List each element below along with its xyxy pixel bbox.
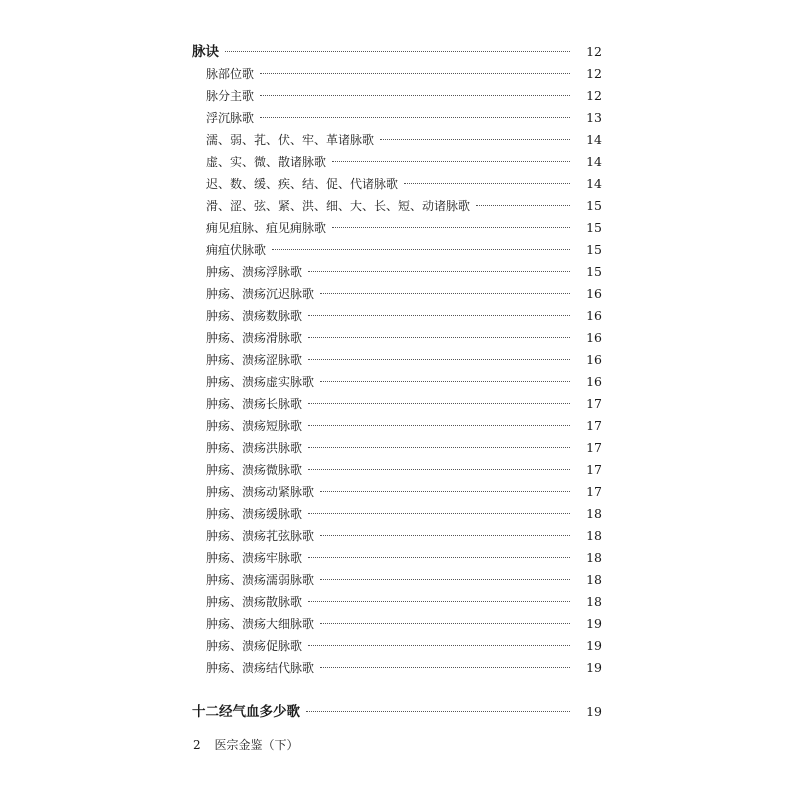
toc-entry-row[interactable] — [206, 657, 602, 679]
entry-title: 脉部位歌 — [206, 67, 255, 81]
dot-leader — [308, 337, 570, 338]
toc-section-row[interactable] — [192, 41, 602, 63]
entry-page-number: 15 — [586, 198, 602, 213]
section-page-number: 19 — [586, 704, 602, 719]
entry-page-number: 12 — [586, 88, 602, 103]
dot-leader — [476, 205, 570, 206]
toc-entry-row[interactable] — [206, 459, 602, 481]
entry-title: 肿疡、溃疡涩脉歌 — [206, 353, 303, 367]
entry-page-number: 12 — [586, 66, 602, 81]
toc-entry-row[interactable] — [206, 547, 602, 569]
entry-title: 肿疡、溃疡数脉歌 — [206, 309, 303, 323]
dot-leader — [272, 249, 570, 250]
toc-section-row[interactable] — [192, 701, 602, 723]
toc-entry-row[interactable] — [206, 393, 602, 415]
entry-page-number: 19 — [586, 616, 602, 631]
entry-page-number: 13 — [586, 110, 602, 125]
toc-entry-row[interactable] — [206, 63, 602, 85]
toc-entry-row[interactable] — [206, 569, 602, 591]
dot-leader — [320, 623, 570, 624]
dot-leader — [320, 667, 570, 668]
toc-entry-row[interactable] — [206, 195, 602, 217]
entry-page-number: 16 — [586, 352, 602, 367]
dot-leader — [260, 73, 570, 74]
entry-title: 肿疡、溃疡牢脉歌 — [206, 551, 303, 565]
entry-page-number: 18 — [586, 572, 602, 587]
entry-title: 肿疡、溃疡动紧脉歌 — [206, 485, 315, 499]
dot-leader — [308, 469, 570, 470]
toc-entry-row[interactable] — [206, 239, 602, 261]
toc-entry-row[interactable] — [206, 635, 602, 657]
dot-leader — [320, 381, 570, 382]
toc-entry-row[interactable] — [206, 173, 602, 195]
toc-entry-row[interactable] — [206, 481, 602, 503]
entry-page-number: 17 — [586, 396, 602, 411]
dot-leader — [308, 557, 570, 558]
page-footer — [193, 736, 298, 753]
dot-leader — [320, 535, 570, 536]
entry-page-number: 16 — [586, 330, 602, 345]
entry-page-number: 14 — [586, 176, 602, 191]
toc-entry-row[interactable] — [206, 415, 602, 437]
dot-leader — [320, 293, 570, 294]
toc-entry-row[interactable] — [206, 525, 602, 547]
section-page-number: 12 — [586, 44, 602, 59]
section-title: 脉诀 — [192, 44, 219, 60]
entry-title: 肿疡、溃疡长脉歌 — [206, 397, 303, 411]
entry-title: 痈见疽脉、疽见痈脉歌 — [206, 221, 327, 235]
entry-title: 浮沉脉歌 — [206, 111, 255, 125]
entry-title: 肿疡、溃疡虚实脉歌 — [206, 375, 315, 389]
dot-leader — [260, 95, 570, 96]
entry-title: 滑、涩、弦、紧、洪、细、大、长、短、动诸脉歌 — [206, 199, 471, 213]
toc-entry-row[interactable] — [206, 503, 602, 525]
entry-title: 肿疡、溃疡大细脉歌 — [206, 617, 315, 631]
entry-page-number: 18 — [586, 506, 602, 521]
entry-page-number: 16 — [586, 308, 602, 323]
dot-leader — [332, 227, 570, 228]
toc-entry-row[interactable] — [206, 217, 602, 239]
entry-page-number: 17 — [586, 484, 602, 499]
entry-title: 肿疡、溃疡短脉歌 — [206, 419, 303, 433]
dot-leader — [260, 117, 570, 118]
entry-title: 肿疡、溃疡芤弦脉歌 — [206, 529, 315, 543]
entry-title: 濡、弱、芤、伏、牢、革诸脉歌 — [206, 133, 375, 147]
entry-page-number: 18 — [586, 594, 602, 609]
toc-entry-row[interactable] — [206, 107, 602, 129]
footer-page-number: 2 — [193, 738, 201, 752]
dot-leader — [332, 161, 570, 162]
entry-title: 肿疡、溃疡浮脉歌 — [206, 265, 303, 279]
entry-page-number: 15 — [586, 220, 602, 235]
toc-entry-row[interactable] — [206, 613, 602, 635]
dot-leader — [308, 447, 570, 448]
entry-page-number: 16 — [586, 374, 602, 389]
entry-title: 肿疡、溃疡促脉歌 — [206, 639, 303, 653]
toc-entry-row[interactable] — [206, 305, 602, 327]
dot-leader — [308, 513, 570, 514]
entry-page-number: 14 — [586, 132, 602, 147]
entry-title: 脉分主歌 — [206, 89, 255, 103]
toc-entry-row[interactable] — [206, 371, 602, 393]
dot-leader — [380, 139, 570, 140]
entry-title: 迟、数、缓、疾、结、促、代诸脉歌 — [206, 177, 399, 191]
entry-title: 肿疡、溃疡滑脉歌 — [206, 331, 303, 345]
toc-entry-row[interactable] — [206, 327, 602, 349]
dot-leader — [320, 579, 570, 580]
entry-page-number: 19 — [586, 638, 602, 653]
entry-title: 虚、实、微、散诸脉歌 — [206, 155, 327, 169]
toc-entry-row[interactable] — [206, 349, 602, 371]
entry-page-number: 19 — [586, 660, 602, 675]
entry-title: 肿疡、溃疡结代脉歌 — [206, 661, 315, 675]
entry-page-number: 18 — [586, 528, 602, 543]
toc-entry-row[interactable] — [206, 129, 602, 151]
section-title: 十二经气血多少歌 — [192, 704, 300, 720]
entry-page-number: 15 — [586, 242, 602, 257]
dot-leader — [320, 491, 570, 492]
entry-title: 肿疡、溃疡微脉歌 — [206, 463, 303, 477]
dot-leader — [225, 51, 570, 52]
toc-entry-row[interactable] — [206, 85, 602, 107]
entry-page-number: 17 — [586, 462, 602, 477]
entry-page-number: 14 — [586, 154, 602, 169]
entry-page-number: 15 — [586, 264, 602, 279]
entry-title: 肿疡、溃疡洪脉歌 — [206, 441, 303, 455]
toc-entry-row[interactable] — [206, 151, 602, 173]
toc-entry-row[interactable] — [206, 261, 602, 283]
dot-leader — [308, 403, 570, 404]
entry-page-number: 18 — [586, 550, 602, 565]
entry-page-number: 17 — [586, 440, 602, 455]
dot-leader — [308, 359, 570, 360]
toc-entry-row[interactable] — [206, 437, 602, 459]
entry-page-number: 16 — [586, 286, 602, 301]
dot-leader — [308, 315, 570, 316]
entry-title: 肿疡、溃疡濡弱脉歌 — [206, 573, 315, 587]
entry-title: 肿疡、溃疡散脉歌 — [206, 595, 303, 609]
toc-entry-row[interactable] — [206, 591, 602, 613]
entry-page-number: 17 — [586, 418, 602, 433]
dot-leader — [308, 271, 570, 272]
dot-leader — [404, 183, 570, 184]
dot-leader — [308, 645, 570, 646]
dot-leader — [306, 711, 570, 712]
entry-title: 肿疡、溃疡缓脉歌 — [206, 507, 303, 521]
toc-entry-row[interactable] — [206, 283, 602, 305]
dot-leader — [308, 601, 570, 602]
entry-title: 肿疡、溃疡沉迟脉歌 — [206, 287, 315, 301]
footer-book-title: 医宗金鉴（下） — [214, 738, 299, 752]
entry-title: 痈疽伏脉歌 — [206, 243, 267, 257]
dot-leader — [308, 425, 570, 426]
